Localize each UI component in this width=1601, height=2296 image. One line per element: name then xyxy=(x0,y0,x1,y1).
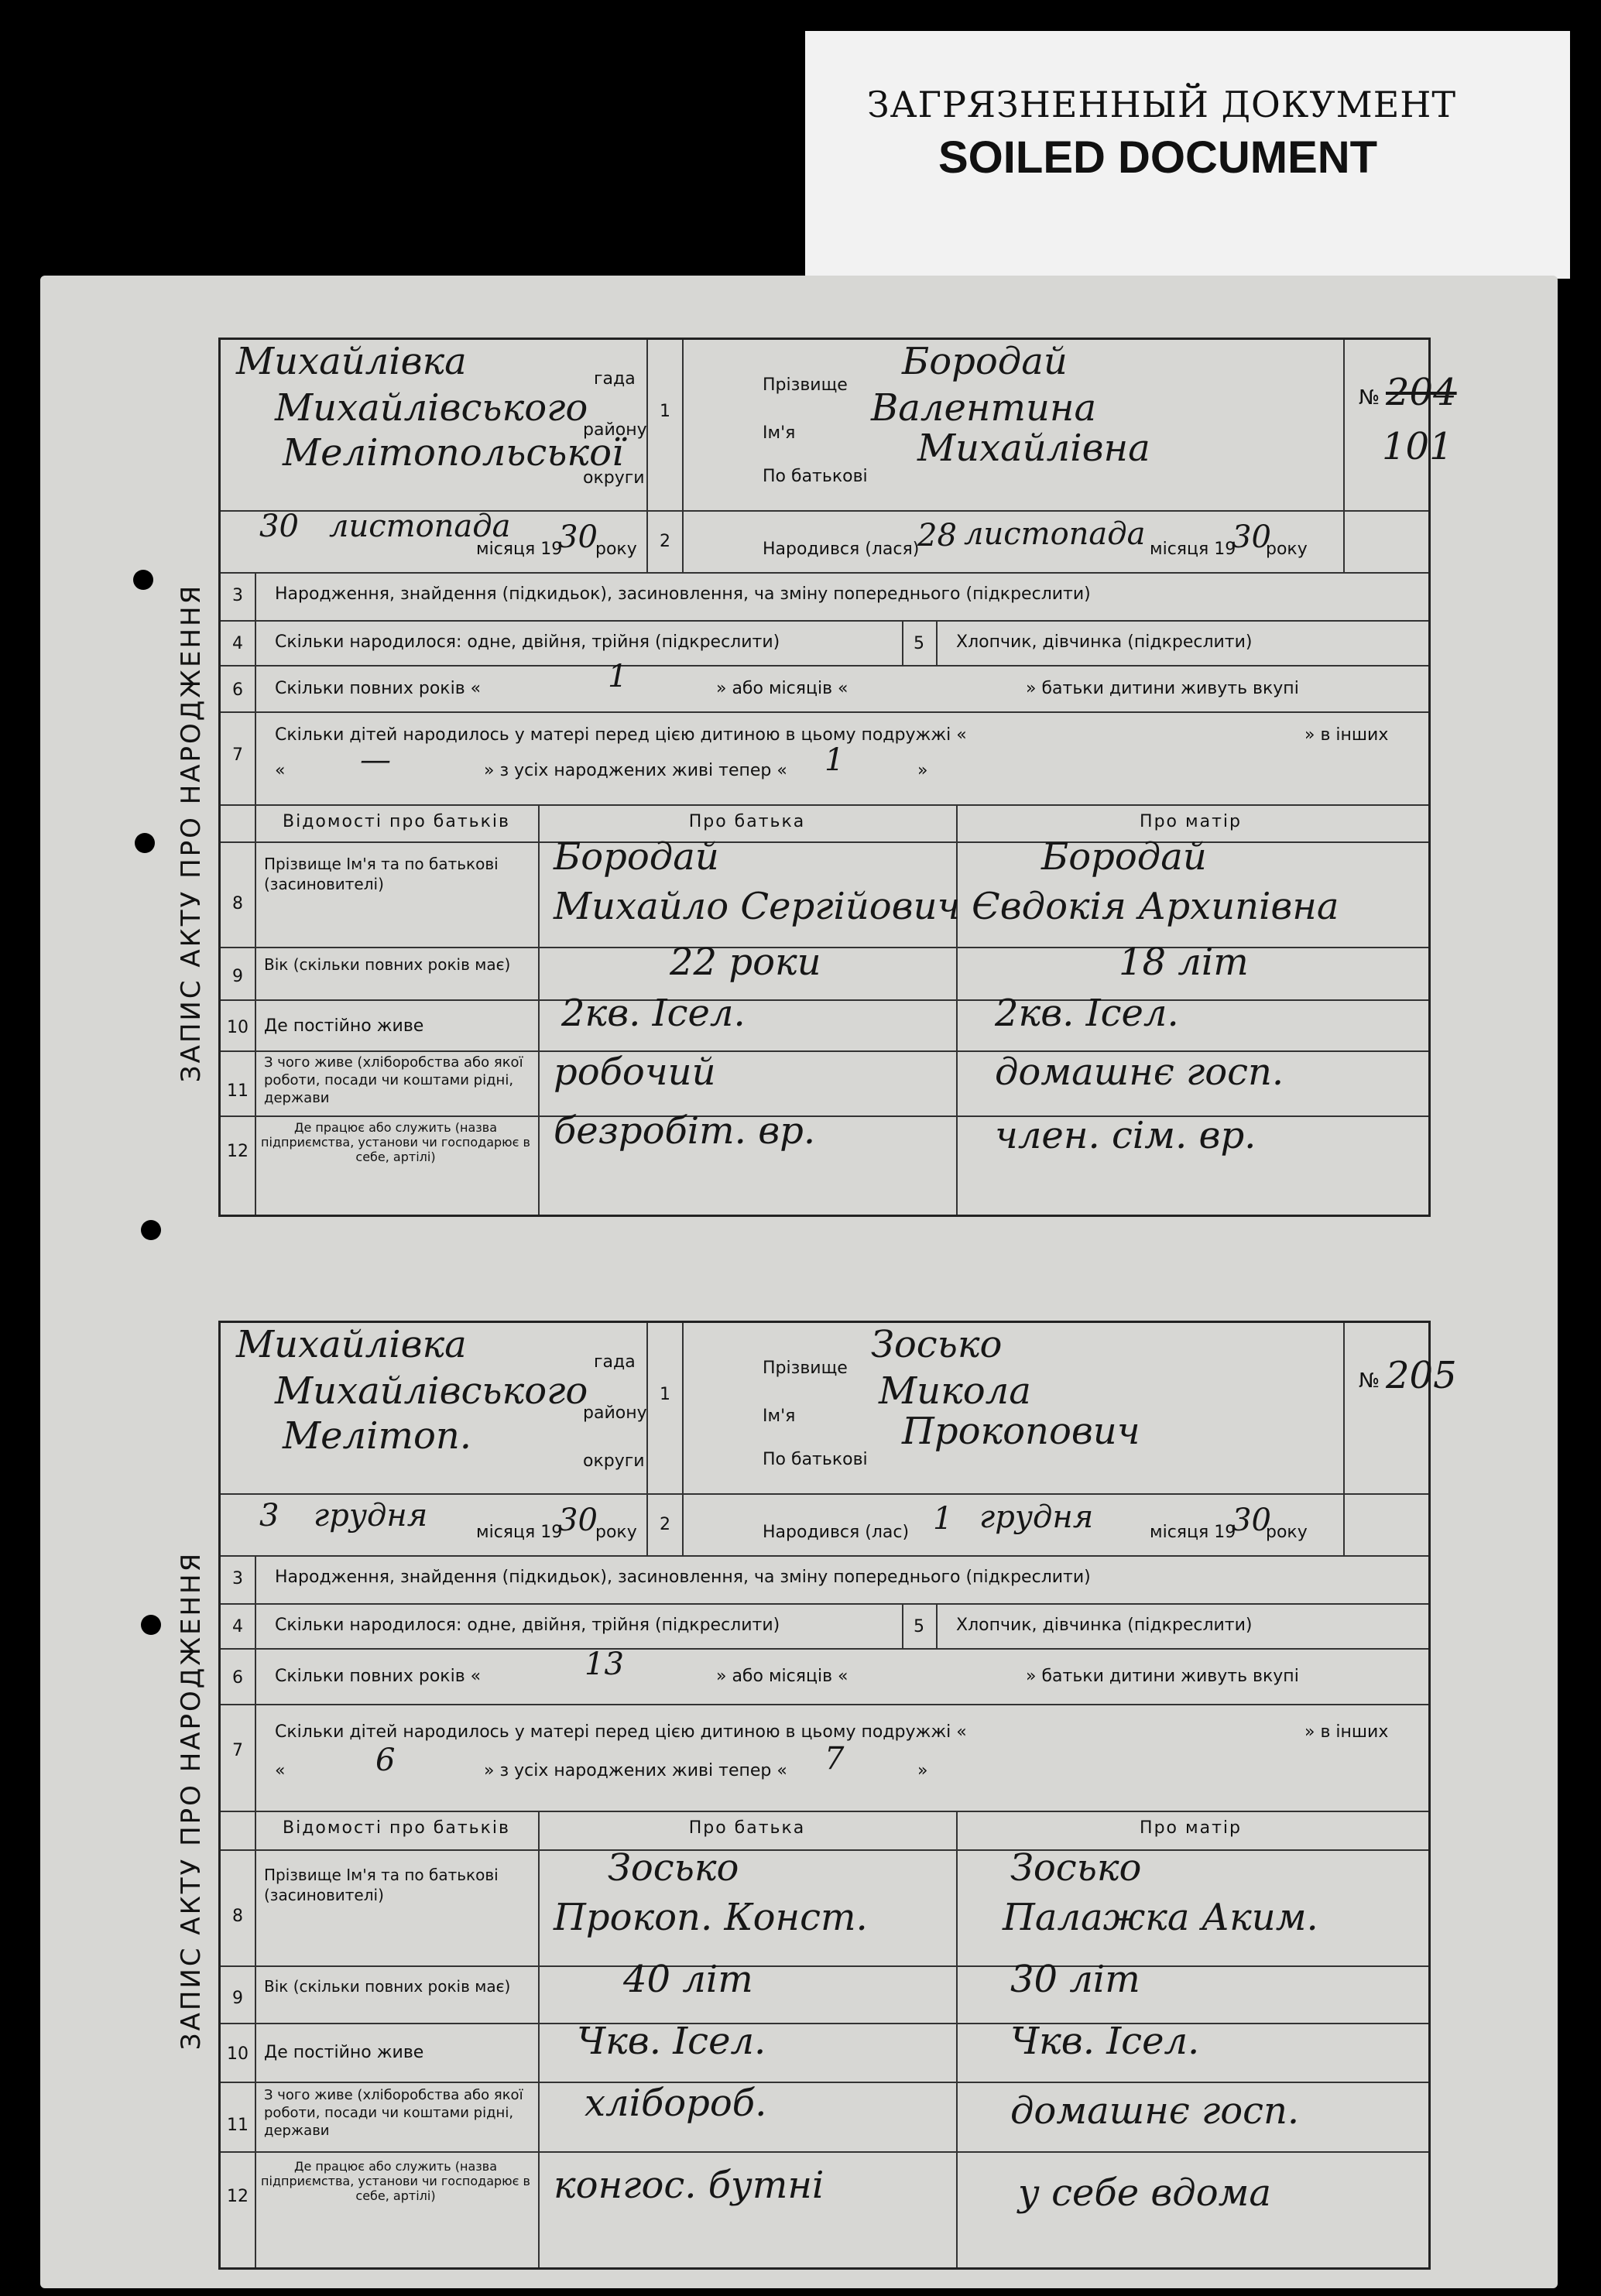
side-title-text: ЗАПИС АКТУ ПРО НАРОДЖЕННЯ xyxy=(176,583,207,1083)
label-children-before: Скільки дітей народилось у матері перед цією дитиною в цьому подружжі « xyxy=(275,725,967,745)
label-children-alive: » з усіх народжених живі тепер « xyxy=(484,761,787,780)
father-employer: конгос. бутні xyxy=(554,2164,824,2207)
row-number: 2 xyxy=(660,1515,670,1534)
label-live-together: » батьки дитини живуть вкупі xyxy=(1026,679,1299,698)
label-parent-name: Прізвище Ім'я та по батькові (засиновителі) xyxy=(264,855,499,893)
label-years-together: Скільки повних років « xyxy=(275,679,482,698)
punch-hole xyxy=(141,1220,161,1240)
mother-residence: 2кв. Ісел. xyxy=(995,992,1179,1035)
soiled-document-label xyxy=(805,31,1570,279)
label-rayonu: району xyxy=(583,420,647,440)
row-number: 10 xyxy=(227,2044,249,2064)
father-employer: безробіт. вр. xyxy=(554,1109,816,1153)
label-born-month: місяця 19 xyxy=(1150,1523,1236,1542)
label-roku: року xyxy=(595,1523,637,1542)
side-title-text: ЗАПИС АКТУ ПРО НАРОДЖЕННЯ xyxy=(176,1551,207,2051)
father-surname: Бородай xyxy=(554,835,719,879)
father-age: 22 роки xyxy=(670,941,821,984)
row-number: 6 xyxy=(232,1668,243,1688)
row-number: 8 xyxy=(232,1907,243,1926)
label-roku: року xyxy=(595,540,637,559)
registration-month: грудня xyxy=(314,1498,428,1534)
label-other-marriages: » в інших xyxy=(1304,725,1389,745)
register-page xyxy=(40,276,1558,2288)
mother-occupation: домашнє госп. xyxy=(995,1050,1284,1094)
label-months: » або місяців « xyxy=(716,679,848,698)
row-number: 3 xyxy=(232,586,243,605)
label-quote: « xyxy=(275,1761,286,1780)
row-number: 12 xyxy=(227,1142,249,1161)
row-number: 5 xyxy=(914,634,924,653)
label-okrugy: округи xyxy=(583,1451,645,1471)
col-header-info: Відомості про батьків xyxy=(283,1818,510,1838)
label-children-alive: » з усіх народжених живі тепер « xyxy=(484,1761,787,1780)
mother-occupation: домашнє госп. xyxy=(1010,2089,1300,2133)
punch-hole xyxy=(133,570,153,590)
label-residence: Де постійно живе xyxy=(264,1016,424,1036)
label-month-year: місяця 19 xyxy=(476,540,563,559)
born-day: 1 xyxy=(933,1501,953,1537)
father-age: 40 літ xyxy=(623,1958,753,2001)
place-okrug: Мелітоп. xyxy=(283,1414,472,1458)
mother-age: 30 літ xyxy=(1010,1958,1140,2001)
label-born: Народився (лас) xyxy=(763,1523,910,1542)
label-event-type: Народження, знайдення (підкидьок), засиновлення, ча зміну попереднього (підкреслити) xyxy=(275,1568,1091,1587)
registration-month: листопада xyxy=(329,509,511,544)
label-name: Ім'я xyxy=(763,1407,796,1426)
label-children-before: Скільки дітей народилось у матері перед цією дитиною в цьому подружжі « xyxy=(275,1722,967,1742)
label-other-marriages: » в інших xyxy=(1304,1722,1389,1742)
label-gada: гада xyxy=(594,1352,636,1372)
col-header-mother: Про матір xyxy=(1140,1818,1242,1838)
label-born-year: року xyxy=(1266,540,1308,559)
row-number: 2 xyxy=(660,532,670,551)
label-quote-end: » xyxy=(917,1761,928,1780)
place-rayon: Михайлівського xyxy=(275,386,588,430)
row-number: 11 xyxy=(227,2116,249,2135)
label-okrugy: округи xyxy=(583,468,645,488)
col-header-info: Відомості про батьків xyxy=(283,812,510,831)
row-number: 7 xyxy=(232,745,243,765)
children-alive: 1 xyxy=(824,742,845,778)
label-multiplicity: Скільки народилося: одне, двійня, трійня (підкреслити) xyxy=(275,1616,780,1635)
side-title xyxy=(164,492,218,1174)
label-months: » або місяців « xyxy=(716,1667,848,1686)
child-name: Валентина xyxy=(871,386,1097,430)
row-number: 6 xyxy=(232,680,243,700)
mother-residence: Чкв. Ісел. xyxy=(1010,2020,1200,2063)
row-number: 4 xyxy=(232,1617,243,1636)
label-rayonu: району xyxy=(583,1403,647,1423)
side-title xyxy=(164,1460,218,2141)
label-patronymic: По батькові xyxy=(763,467,868,486)
registration-year: 30 xyxy=(558,519,598,555)
label-patronymic: По батькові xyxy=(763,1450,868,1469)
row-number: 12 xyxy=(227,2187,249,2206)
label-russian: ЗАГРЯЗНЕННЫЙ ДОКУМЕНТ xyxy=(867,84,1457,125)
label-residence: Де постійно живе xyxy=(264,2043,424,2062)
label-surname: Прізвище xyxy=(763,1359,848,1378)
mother-surname: Бородай xyxy=(1041,835,1207,879)
record-form xyxy=(218,1321,1457,2270)
punch-hole xyxy=(141,1615,161,1635)
mother-employer: член. сім. вр. xyxy=(995,1114,1256,1157)
label-occupation: З чого живе (хліборобства або якої роботи, посади чи коштами рідні, держави xyxy=(264,1054,523,1106)
col-header-father: Про батька xyxy=(688,1818,806,1838)
row-number: 1 xyxy=(660,1385,670,1404)
label-employer: Де працює або служить (назва підприємства, установи чи господарює в себе, артілі) xyxy=(261,2159,530,2203)
label-sex: Хлопчик, дівчинка (підкреслити) xyxy=(956,632,1253,652)
mother-name: Євдокія Архипівна xyxy=(972,885,1339,928)
row-number: 7 xyxy=(232,1741,243,1760)
label-parent-name: Прізвище Ім'я та по батькові (засиновителі) xyxy=(264,1866,499,1904)
child-patronymic: Прокопович xyxy=(902,1410,1140,1453)
registration-year: 30 xyxy=(558,1503,598,1538)
label-surname: Прізвище xyxy=(763,375,848,395)
row-number: 9 xyxy=(232,967,243,986)
col-header-father: Про батька xyxy=(688,812,806,831)
label-employer: Де працює або служить (назва підприємства, установи чи господарює в себе, артілі) xyxy=(261,1120,530,1164)
birth-record-2 xyxy=(40,1243,1457,2273)
children-alive: 7 xyxy=(824,1741,845,1777)
label-number: № xyxy=(1359,386,1380,410)
label-name: Ім'я xyxy=(763,423,796,443)
child-surname: Зосько xyxy=(871,1323,1003,1366)
label-live-together: » батьки дитини живуть вкупі xyxy=(1026,1667,1299,1686)
label-number: № xyxy=(1359,1369,1380,1393)
child-patronymic: Михайлівна xyxy=(917,427,1150,470)
label-quote: « xyxy=(275,761,286,780)
mother-employer: у себе вдома xyxy=(1018,2171,1272,2215)
years-together: 1 xyxy=(608,659,628,694)
row-number: 10 xyxy=(227,1018,249,1037)
birth-record-1 xyxy=(40,276,1457,1305)
father-occupation: хлібороб. xyxy=(585,2082,767,2125)
mother-surname: Зосько xyxy=(1010,1846,1142,1890)
born-day: 28 xyxy=(917,518,957,553)
label-event-type: Народження, знайдення (підкидьок), засиновлення, ча зміну попереднього (підкреслити) xyxy=(275,584,1091,604)
father-name: Прокоп. Конст. xyxy=(554,1896,868,1939)
father-residence: Чкв. Ісел. xyxy=(577,2020,766,2063)
row-number: 11 xyxy=(227,1081,249,1101)
child-surname: Бородай xyxy=(902,340,1068,383)
place-village: Михайлівка xyxy=(236,1323,467,1366)
row-number: 5 xyxy=(914,1617,924,1636)
mother-name: Палажка Аким. xyxy=(1003,1896,1318,1939)
place-okrug: Мелітопольської xyxy=(283,431,624,475)
record-number: 205 xyxy=(1386,1354,1457,1397)
label-born-year: року xyxy=(1266,1523,1308,1542)
years-together: 13 xyxy=(585,1647,624,1682)
father-name: Михайло Сергійович xyxy=(554,885,961,928)
label-born-month: місяця 19 xyxy=(1150,540,1236,559)
father-residence: 2кв. Ісел. xyxy=(561,992,746,1035)
label-quote-end: » xyxy=(917,761,928,780)
registration-day: 30 xyxy=(259,509,299,544)
row-number: 3 xyxy=(232,1569,243,1588)
place-rayon: Михайлівського xyxy=(275,1369,588,1413)
born-month: листопада xyxy=(964,516,1146,552)
label-sex: Хлопчик, дівчинка (підкреслити) xyxy=(956,1616,1253,1635)
label-english: SOILED DOCUMENT xyxy=(938,132,1378,183)
born-month: грудня xyxy=(979,1499,1094,1535)
label-occupation: З чого живе (хліборобства або якої роботи, посади чи коштами рідні, держави xyxy=(264,2087,523,2139)
label-gada: гада xyxy=(594,369,636,389)
col-header-mother: Про матір xyxy=(1140,812,1242,831)
row-number: 4 xyxy=(232,634,243,653)
father-surname: Зосько xyxy=(608,1846,739,1890)
child-name: Микола xyxy=(879,1369,1031,1413)
place-village: Михайлівка xyxy=(236,340,467,383)
children-before: — xyxy=(360,742,391,778)
born-year: 30 xyxy=(1232,519,1271,555)
record-number-corrected: 101 xyxy=(1382,425,1453,468)
row-number: 8 xyxy=(232,894,243,913)
label-years-together: Скільки повних років « xyxy=(275,1667,482,1686)
row-number: 9 xyxy=(232,1989,243,2008)
record-number: 204 xyxy=(1386,371,1457,414)
father-occupation: робочий xyxy=(554,1050,716,1094)
label-born: Народився (лася) xyxy=(763,540,920,559)
label-age: Вік (скільки повних років має) xyxy=(264,955,511,974)
mother-age: 18 літ xyxy=(1119,941,1249,984)
children-before: 6 xyxy=(375,1743,396,1778)
label-multiplicity: Скільки народилося: одне, двійня, трійня (підкреслити) xyxy=(275,632,780,652)
record-form xyxy=(218,338,1457,1217)
label-month-year: місяця 19 xyxy=(476,1523,563,1542)
row-number: 1 xyxy=(660,402,670,421)
born-year: 30 xyxy=(1232,1503,1271,1538)
punch-hole xyxy=(135,833,155,853)
registration-day: 3 xyxy=(259,1498,279,1534)
label-age: Вік (скільки повних років має) xyxy=(264,1977,511,1996)
